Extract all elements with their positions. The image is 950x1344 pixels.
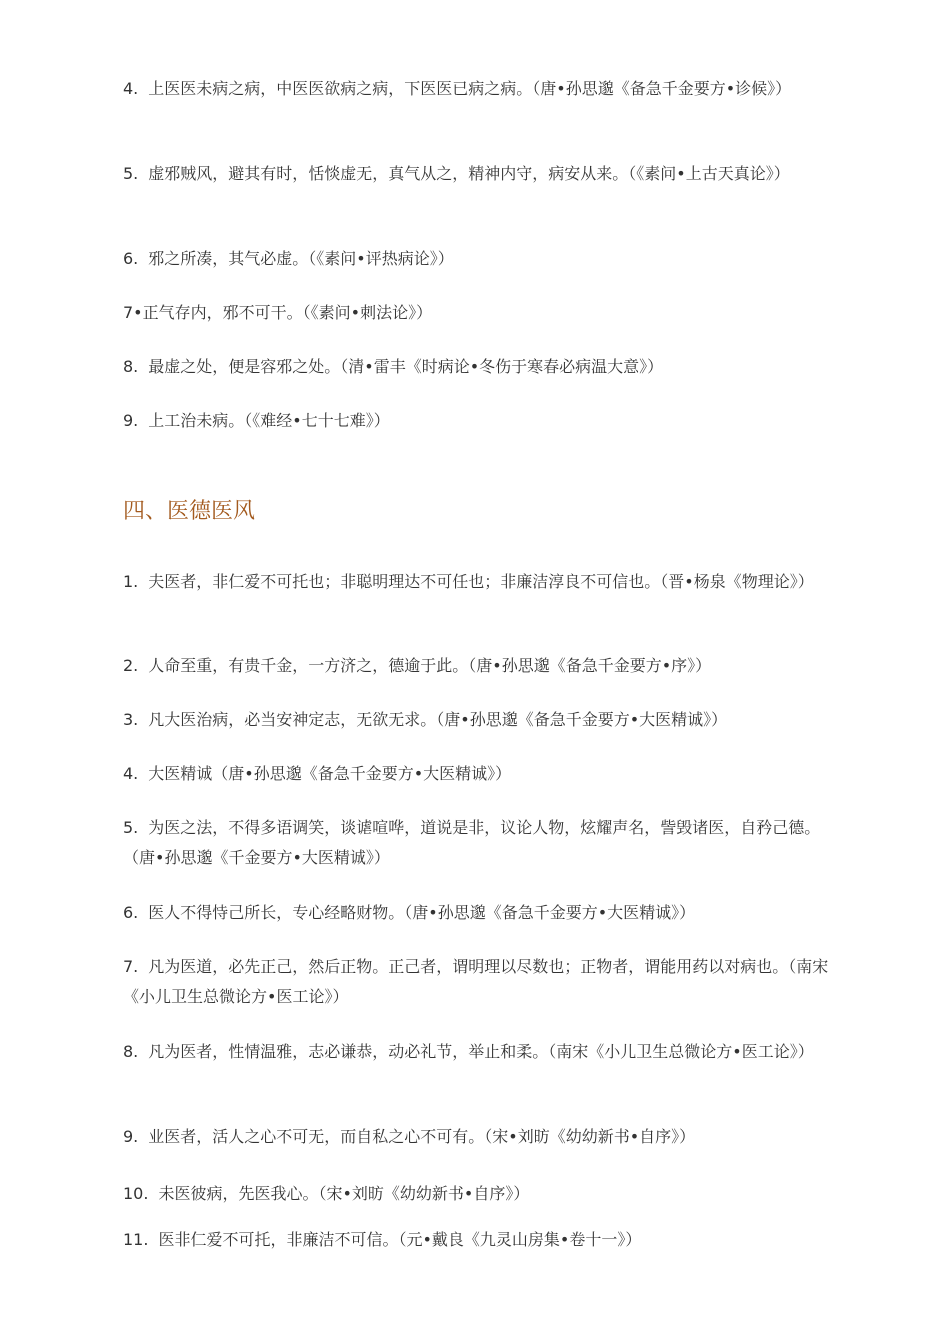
item-number: 5. xyxy=(123,818,139,837)
item-number: 8. xyxy=(123,357,139,376)
item-text: 凡为医者，性情温雅，志必谦恭，动必礼节，举止和柔。（南宋《小儿卫生总微论方•医工论》） xyxy=(148,1042,814,1061)
item-number: 11. xyxy=(123,1230,149,1249)
list-item xyxy=(123,74,835,104)
item-number: 3. xyxy=(123,710,139,729)
item-text: 为医之法，不得多语调笑，谈谑喧哗，道说是非，议论人物，炫耀声名，訾毁诸医，自矜己德。（唐•孙思邈《千金要方•大医精诚》） xyxy=(123,818,821,867)
list-item xyxy=(123,567,835,597)
item-text: 邪之所凑，其气必虚。（《素问•评热病论》） xyxy=(148,249,454,268)
item-number: 4. xyxy=(123,764,139,783)
list-item xyxy=(123,952,835,1012)
item-number: 6. xyxy=(123,249,139,268)
item-text: 业医者，活人之心不可无，而自私之心不可有。（宋•刘昉《幼幼新书•自序》） xyxy=(148,1127,696,1146)
list-item xyxy=(123,705,835,735)
item-text: 正气存内，邪不可干。（《素问•刺法论》） xyxy=(142,303,433,322)
list-item xyxy=(123,1179,835,1209)
item-text: 虚邪贼风，避其有时，恬惔虚无，真气从之，精神内守，病安从来。（《素问•上古天真论》） xyxy=(148,164,790,183)
list-item xyxy=(123,1225,835,1255)
list-item xyxy=(123,406,835,436)
item-number: 7. xyxy=(123,957,139,976)
item-number: 7• xyxy=(123,303,143,322)
list-item xyxy=(123,1122,835,1152)
item-number: 5. xyxy=(123,164,139,183)
item-text: 凡为医道，必先正己，然后正物。正己者，谓明理以尽数也；正物者，谓能用药以对病也。（南宋《小儿卫生总微论方•医工论》） xyxy=(123,957,829,1006)
item-number: 8. xyxy=(123,1042,139,1061)
list-item xyxy=(123,1037,835,1067)
list-item xyxy=(123,898,835,928)
list-item xyxy=(123,298,835,328)
item-text: 大医精诚（唐•孙思邈《备急千金要方•大医精诚》） xyxy=(148,764,512,783)
item-text: 人命至重，有贵千金，一方济之，德逾于此。（唐•孙思邈《备急千金要方•序》） xyxy=(148,656,712,675)
item-number: 4. xyxy=(123,79,139,98)
item-number: 9. xyxy=(123,411,139,430)
section-heading: 四、医德医风 xyxy=(123,499,256,524)
list-item xyxy=(123,759,835,789)
item-text: 未医彼病，先医我心。（宋•刘昉《幼幼新书•自序》） xyxy=(158,1184,530,1203)
item-text: 凡大医治病，必当安神定志，无欲无求。（唐•孙思邈《备急千金要方•大医精诚》） xyxy=(148,710,728,729)
item-text: 上工治未病。（《难经•七十七难》） xyxy=(148,411,390,430)
list-item xyxy=(123,159,835,189)
item-text: 最虚之处，便是容邪之处。（清•雷丰《时病论•冬伤于寒春必病温大意》） xyxy=(148,357,664,376)
item-text: 上医医未病之病，中医医欲病之病，下医医已病之病。（唐•孙思邈《备急千金要方•诊候》） xyxy=(148,79,792,98)
item-text: 夫医者，非仁爱不可托也；非聪明理达不可任也；非廉洁淳良不可信也。（晋•杨泉《物理论》） xyxy=(148,572,814,591)
list-item xyxy=(123,244,835,274)
list-item xyxy=(123,813,835,873)
item-number: 6. xyxy=(123,903,139,922)
item-number: 2. xyxy=(123,656,139,675)
item-text: 医非仁爱不可托，非廉洁不可信。（元•戴良《九灵山房集•卷十一》） xyxy=(158,1230,642,1249)
list-item xyxy=(123,651,835,681)
item-number: 9. xyxy=(123,1127,139,1146)
item-text: 医人不得恃己所长，专心经略财物。（唐•孙思邈《备急千金要方•大医精诚》） xyxy=(148,903,696,922)
list-item xyxy=(123,352,835,382)
item-number: 1. xyxy=(123,572,139,591)
item-number: 10. xyxy=(123,1184,149,1203)
